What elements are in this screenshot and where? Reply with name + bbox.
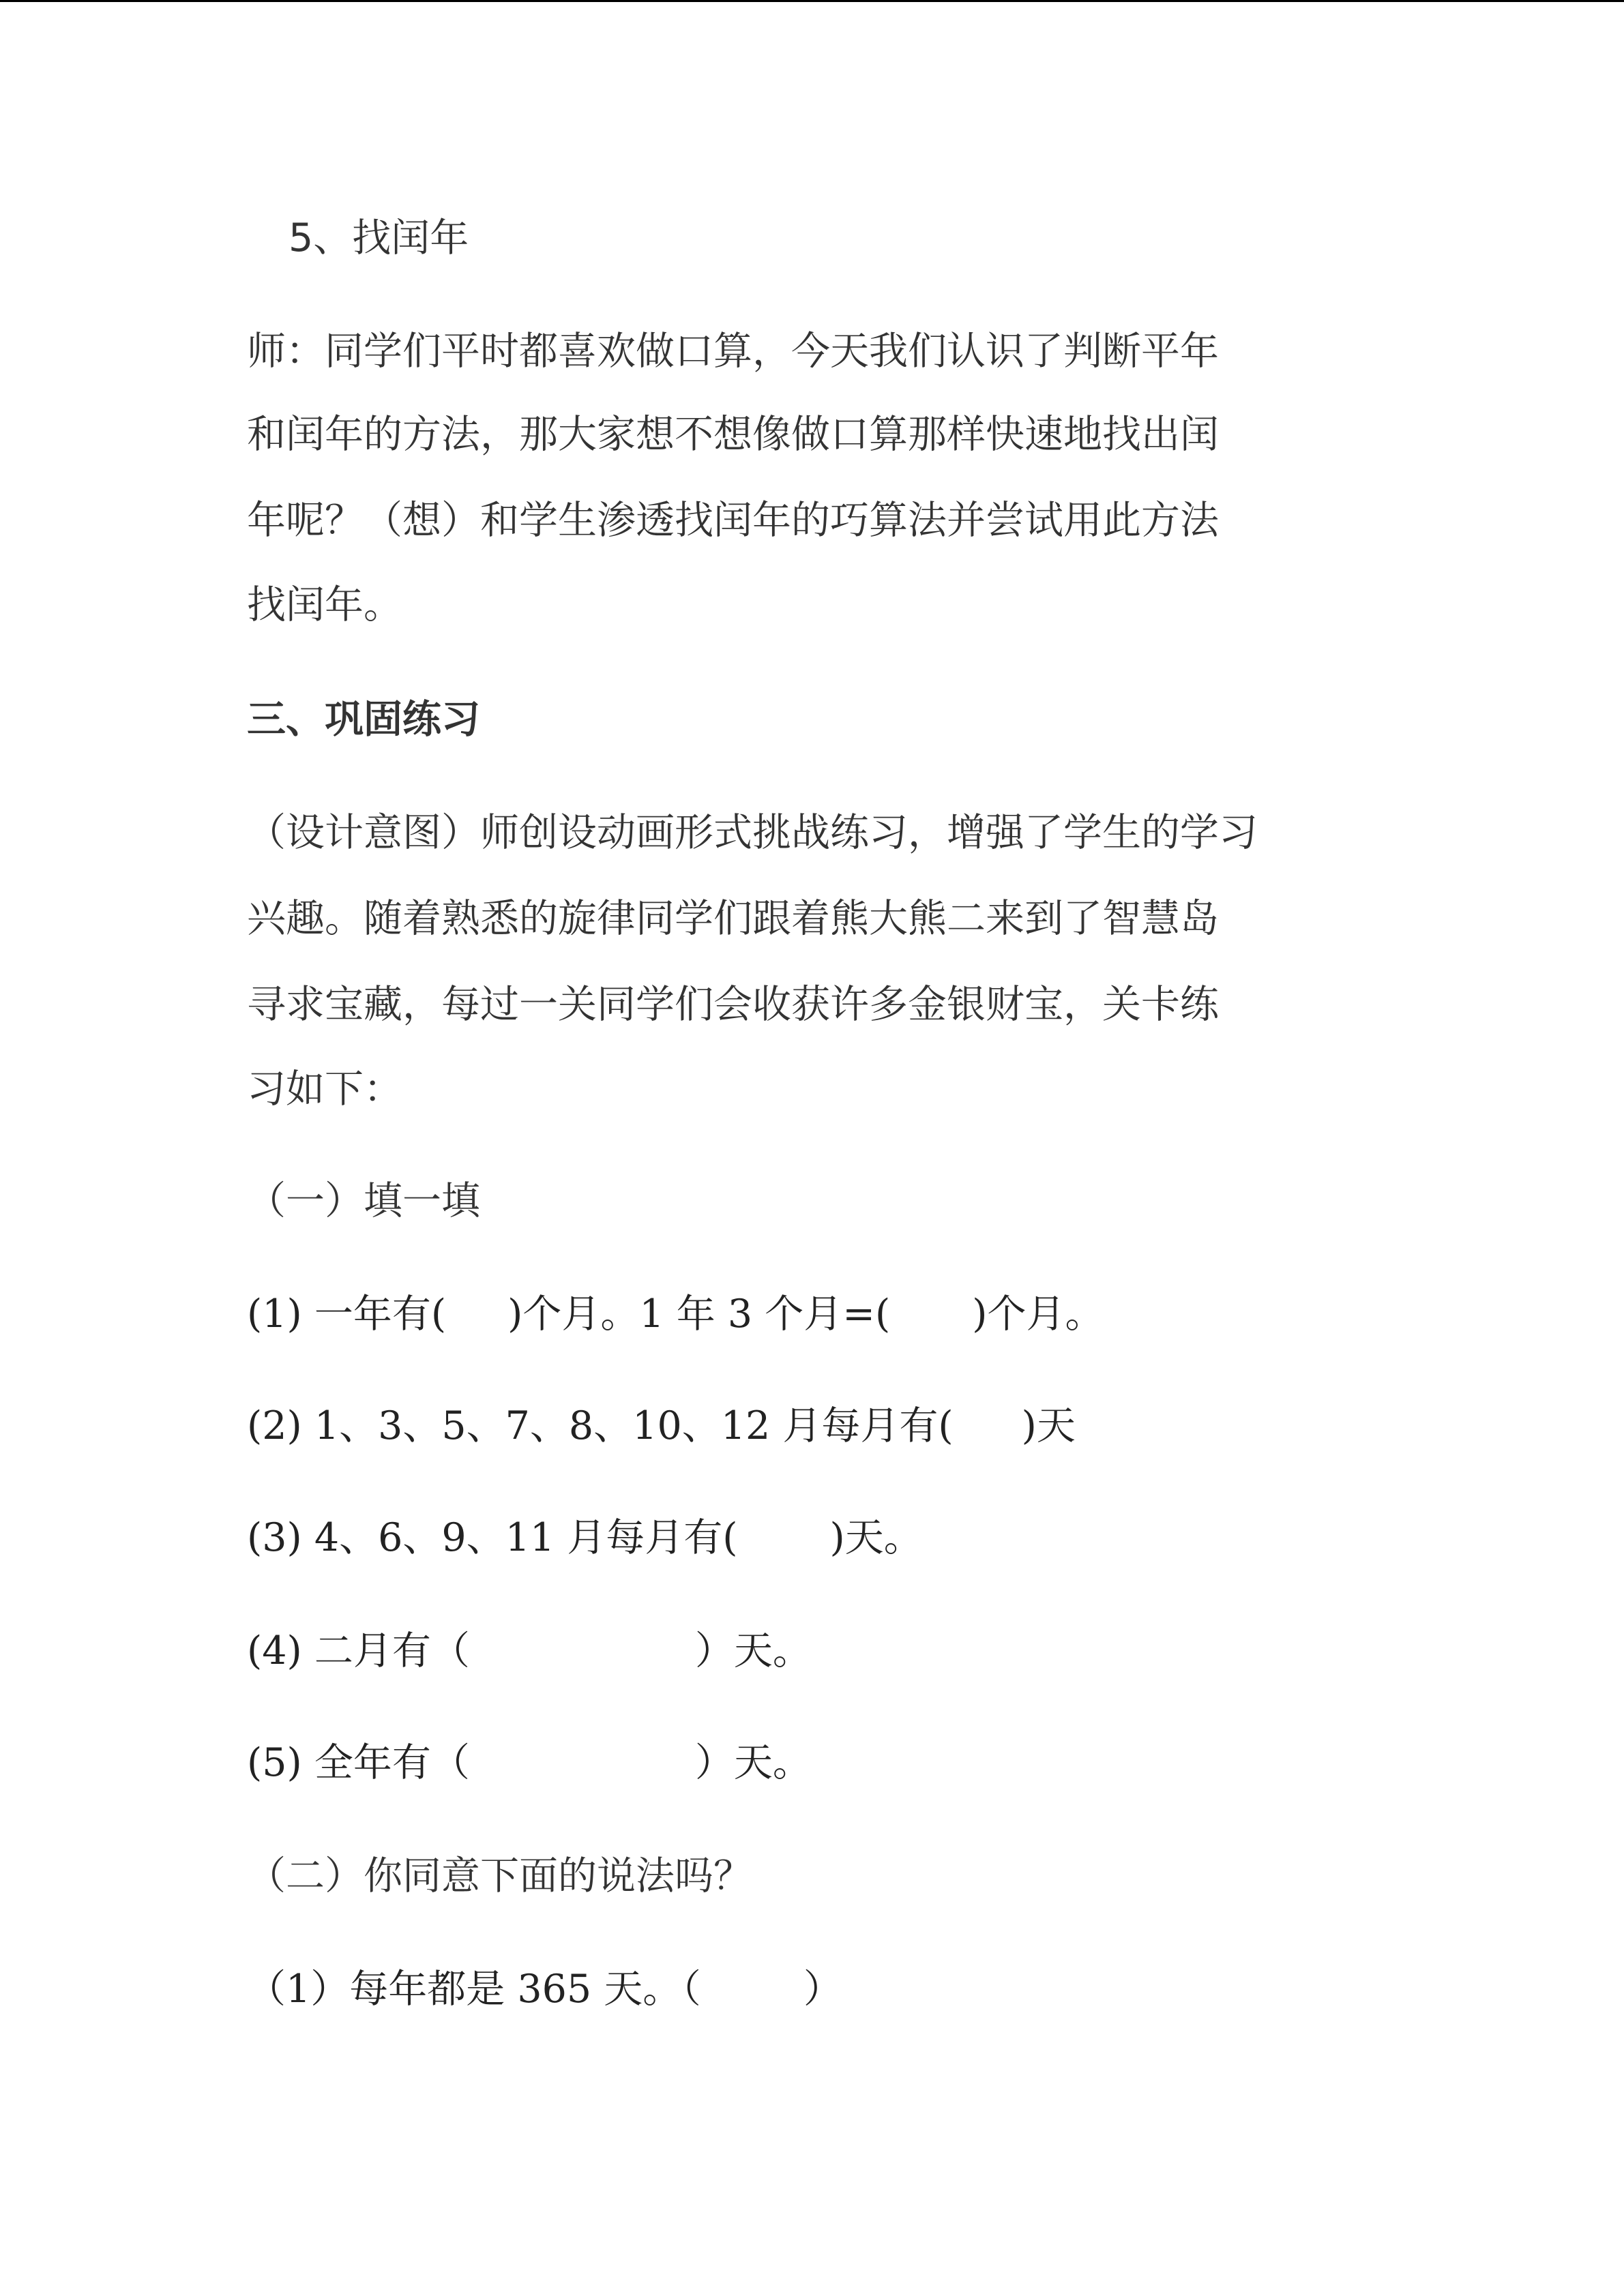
section-5-title: 5、找闰年 — [289, 215, 469, 260]
part-2-title: （二）你同意下面的说法吗？ — [247, 1853, 752, 1898]
question-4 — [247, 1628, 812, 1674]
question-4-part-a: (4) 二月有（ — [247, 1628, 470, 1673]
teacher-paragraph-line-3: 年呢？（想）和学生渗透找闰年的巧算法并尝试用此方法 — [247, 498, 1219, 543]
design-paragraph-line-3: 寻求宝藏，每过一关同学们会收获许多金银财宝，关卡练 — [247, 982, 1219, 1027]
true-false-1-part-b: ） — [803, 1967, 842, 2012]
question-5-part-b: ）天。 — [694, 1740, 812, 1785]
question-1-part-a: (1) 一年有( — [247, 1292, 447, 1337]
question-2-part-b: )天 — [1021, 1403, 1076, 1448]
question-1 — [247, 1291, 1104, 1337]
question-3-part-a: (3) 4、6、9、11 月每月有( — [247, 1515, 738, 1560]
question-3-part-b: )天。 — [829, 1515, 923, 1560]
question-2 — [247, 1403, 1076, 1449]
question-4-part-b: ）天。 — [694, 1628, 812, 1673]
question-2-part-a: (2) 1、3、5、7、8、10、12 月每月有( — [247, 1403, 954, 1448]
teacher-paragraph-line-1: 师：同学们平时都喜欢做口算，今天我们认识了判断平年 — [247, 329, 1219, 374]
part-1-title: （一）填一填 — [247, 1178, 480, 1223]
design-paragraph-line-4: 习如下： — [247, 1067, 402, 1112]
section-3-heading: 三、巩固练习 — [247, 697, 480, 742]
design-paragraph-line-1: （设计意图）师创设动画形式挑战练习，增强了学生的学习 — [247, 810, 1258, 855]
question-1-part-c: )个月。 — [972, 1292, 1104, 1337]
teacher-paragraph-line-2: 和闰年的方法，那大家想不想像做口算那样快速地找出闰 — [247, 412, 1219, 457]
design-paragraph-line-2: 兴趣。随着熟悉的旋律同学们跟着熊大熊二来到了智慧岛 — [247, 896, 1219, 941]
true-false-1-part-a: （1）每年都是 365 天。（ — [247, 1967, 701, 2012]
teacher-paragraph-line-4: 找闰年。 — [247, 582, 402, 627]
true-false-1 — [247, 1966, 842, 2012]
question-5-part-a: (5) 全年有（ — [247, 1740, 470, 1785]
question-1-part-b: )个月。1 年 3 个月=( — [507, 1292, 891, 1337]
question-3 — [247, 1515, 923, 1561]
question-5 — [247, 1740, 812, 1786]
